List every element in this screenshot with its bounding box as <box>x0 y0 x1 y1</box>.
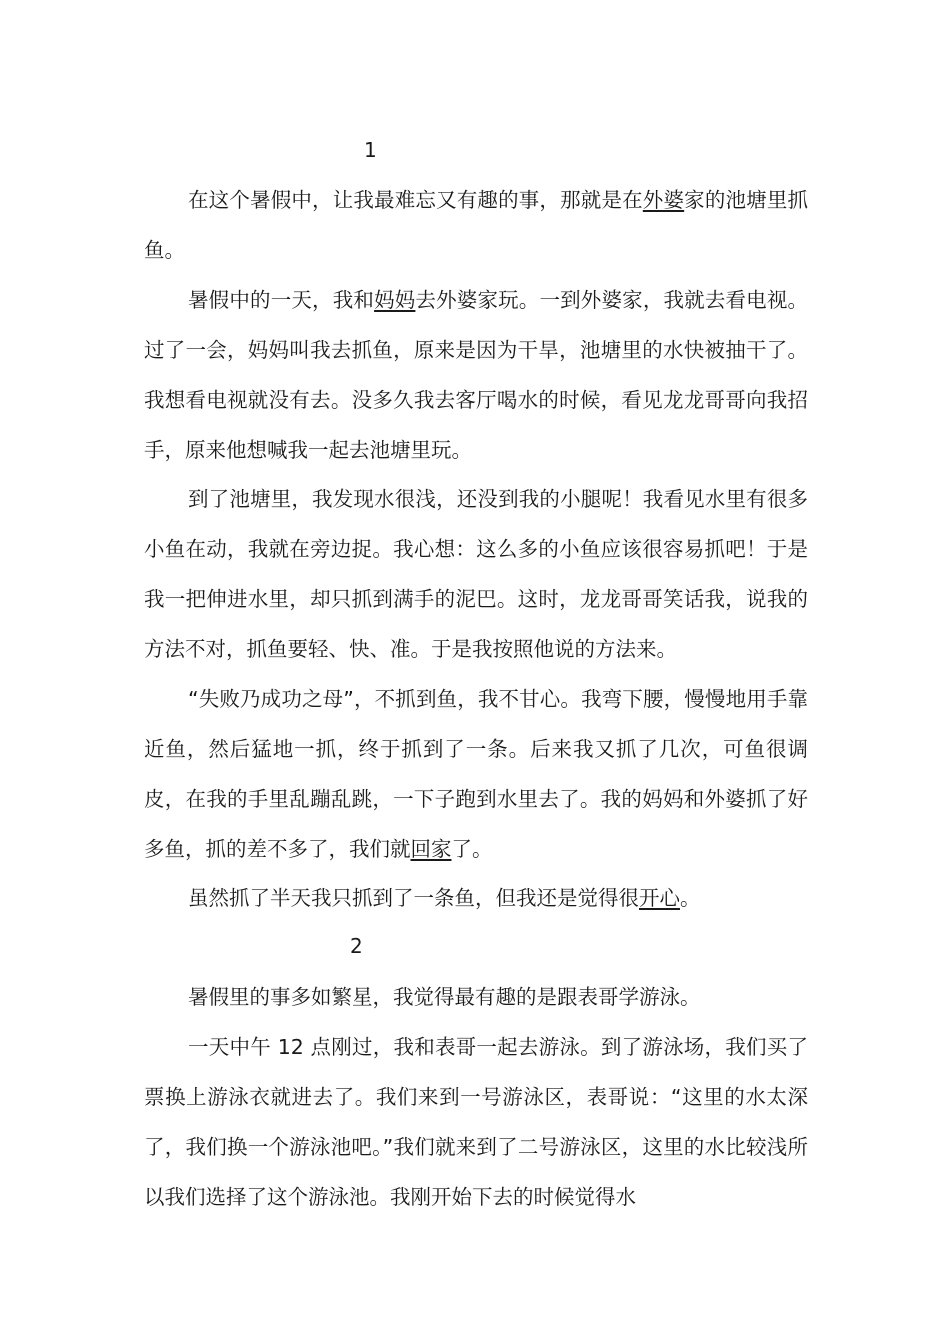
paragraph: 到了池塘里，我发现水很浅，还没到我的小腿呢！我看见水里有很多小鱼在动，我就在旁边捉。我心想：这么多的小鱼应该很容易抓吧！于是我一把伸进水里，却只抓到满手的泥巴。这时，龙龙哥哥笑话我，说我的方法不对，抓鱼要轻、快、准。于是我按照他说的方法来。 <box>144 487 808 661</box>
paragraph: 暑假中的一天，我和妈妈去外婆家玩。一到外婆家，我就去看电视。过了一会，妈妈叫我去抓鱼，原来是因为干旱，池塘里的水快被抽干了。我想看电视就没有去。没多久我去客厅喝水的时候，看见龙龙哥哥向我招手，原来他想喊我一起去池塘里玩。 <box>144 288 809 462</box>
paragraph: 在这个暑假中，让我最难忘又有趣的事，那就是在外婆家的池塘里抓鱼。 <box>144 188 809 262</box>
essay-number: 1 <box>364 138 377 162</box>
paragraph: 暑假里的事多如繁星，我觉得最有趣的是跟表哥学游泳。 <box>188 985 701 1009</box>
underlined-word: 回家 <box>410 837 452 861</box>
underlined-word: 妈妈 <box>374 288 416 312</box>
paragraph: 虽然抓了半天我只抓到了一条鱼，但我还是觉得很开心。 <box>188 886 701 910</box>
underlined-word: 外婆 <box>642 188 685 212</box>
paragraph: “失败乃成功之母”，不抓到鱼，我不甘心。我弯下腰，慢慢地用手靠近鱼，然后猛地一抓，终于抓到了一条。后来我又抓了几次，可鱼很调皮，在我的手里乱蹦乱跳，一下子跑到水里去了。我的妈妈和外婆抓了好多鱼，抓的差不多了，我们就回家了。 <box>144 687 808 861</box>
essay-number: 2 <box>350 934 363 958</box>
paragraph: 一天中午 12 点刚过，我和表哥一起去游泳。到了游泳场，我们买了票换上游泳衣就进去了。我们来到一号游泳区，表哥说：“这里的水太深了，我们换一个游泳池吧。”我们就来到了二号游泳区，这里的水比较浅所以我们选择了这个游泳池。我刚开始下去的时候觉得水 <box>144 1035 808 1209</box>
underlined-word: 开心 <box>639 886 680 910</box>
